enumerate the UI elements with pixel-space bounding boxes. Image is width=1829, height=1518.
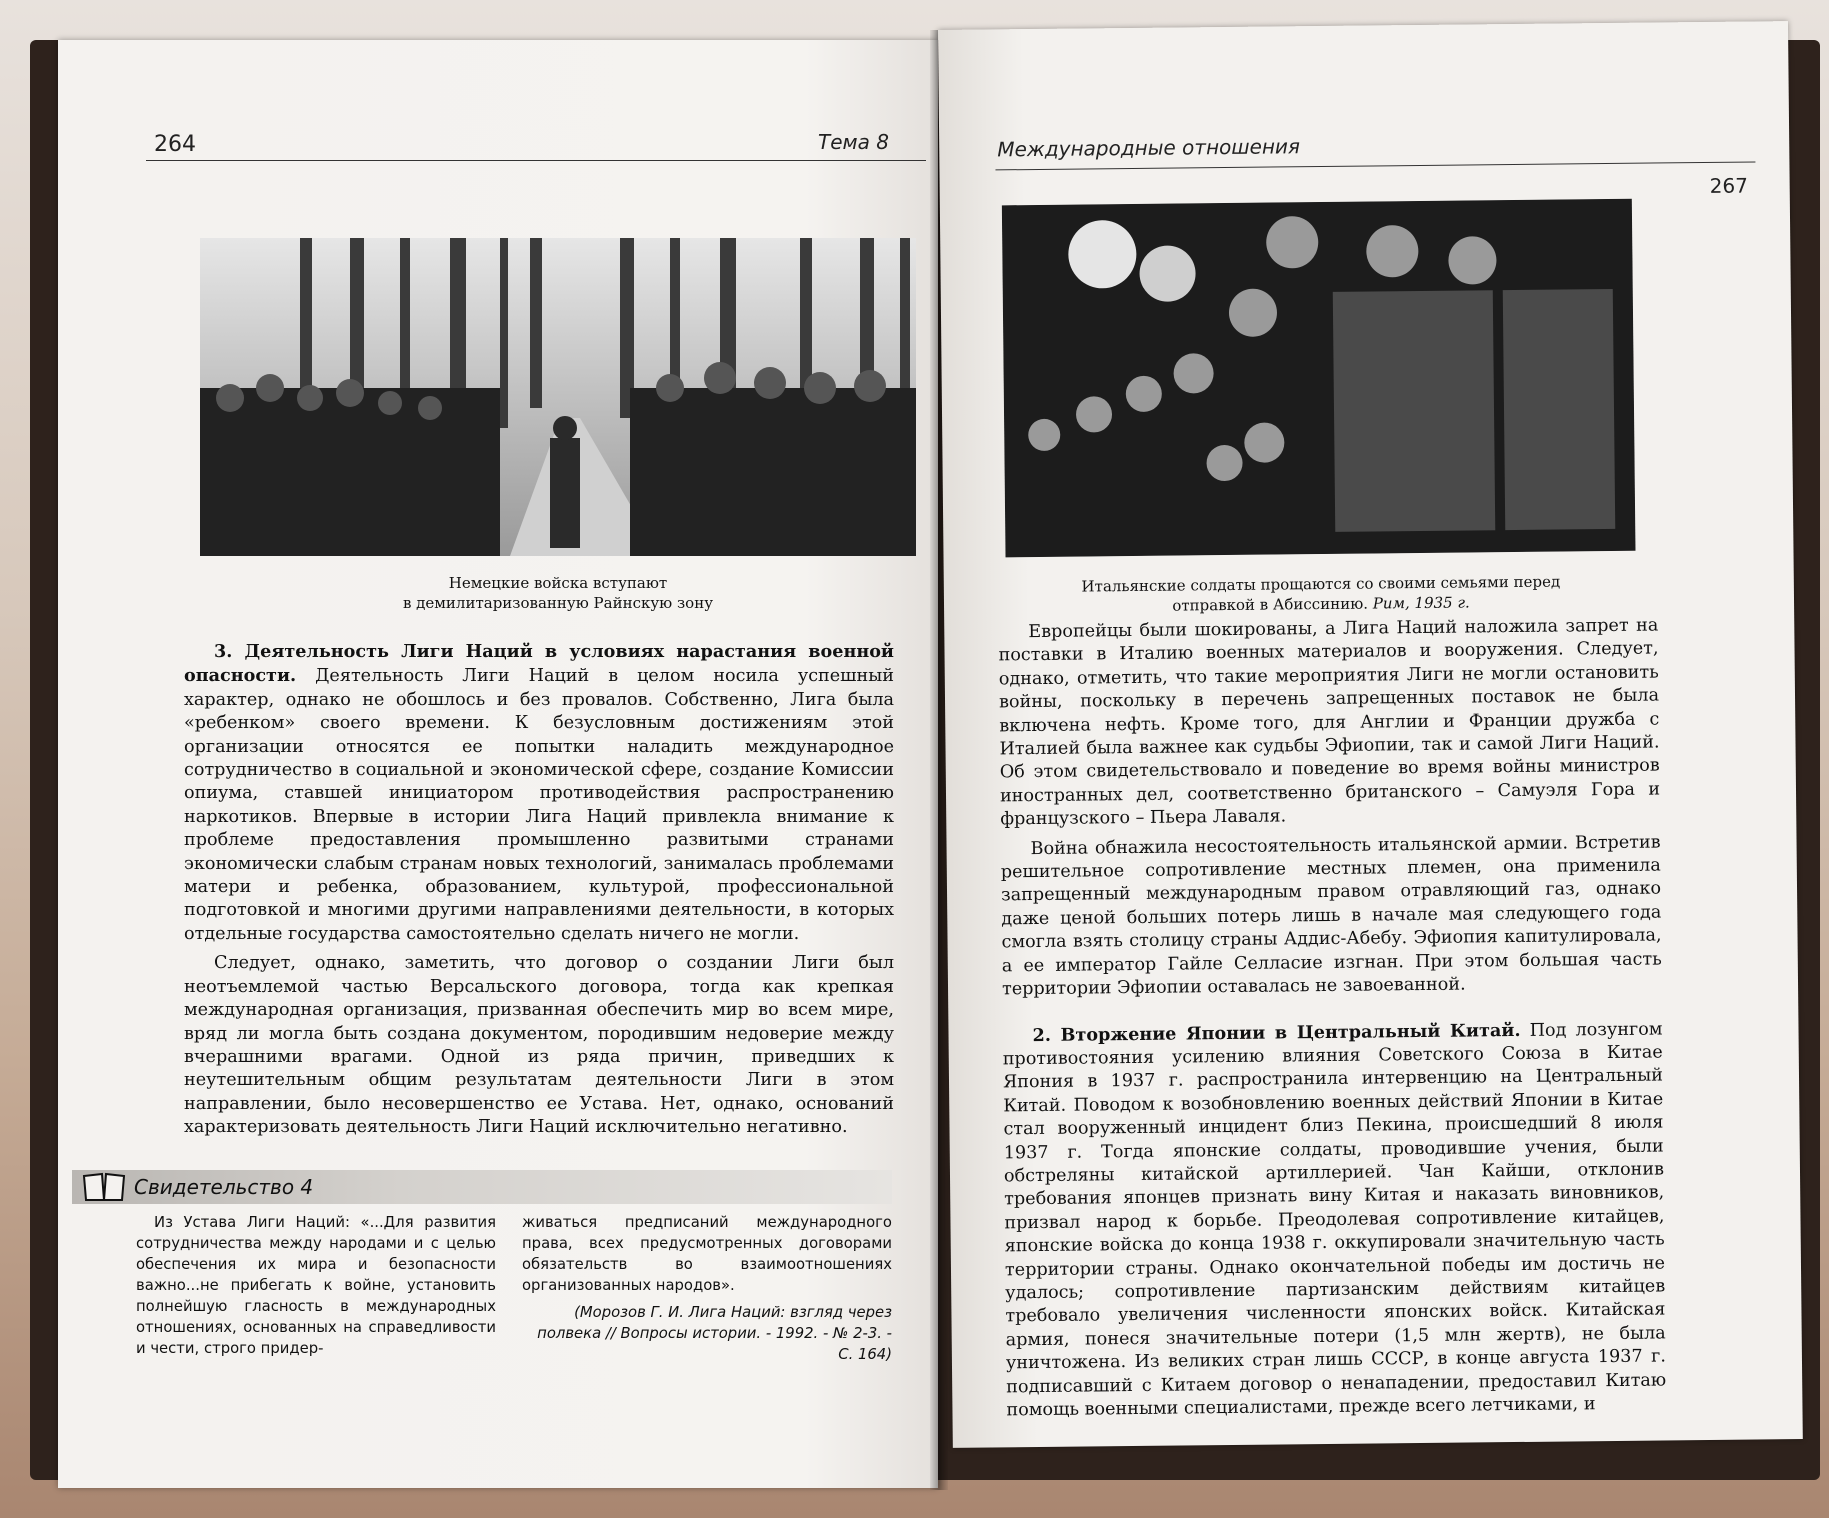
right-paragraph-3-text: Под лозунгом противостояния усилению влияния Советского Союза в Китае Япония в 1937 г. распространила интервенцию на Центральный Китай. Поводом к возобновлению военных действий Японии в Китае стал вооруженный инцидент близ Пекина, происшедший 8 июля 1937 г. Тогда японские солдаты, проводившие учения, были обстреляны китайской артиллерией. Чан Кайши, отклонив требования японцев признать вину Китая и наказать виновников, призвал народ к борьбе. Преодолевая сопротивление китайцев, японские войска до конца 1938 г. оккупировали значительную часть территории страны. Однако окончательной победы им достичь не удалось; сопротивление партизанским действиям китайцев требовало увеличения численности японских войск. Китайская армия, понеся значительные потери (1,5 млн жертв), не была уничтожена. Из великих стран лишь СССР, в конце августа 1937 г. подписавший с Китаем договор о ненападении, предоставил Китаю помощь военными специалистами, прежде всего летчиками, и bbox=[1002, 1018, 1667, 1421]
photo-italian-soldiers bbox=[1002, 199, 1636, 558]
right-page bbox=[938, 21, 1803, 1448]
right-caption-line-2-text: отправкой в Абиссинию. bbox=[1172, 594, 1369, 615]
quote-column-2-text: живаться предписаний международного права, всех предусмотренных договорами обязательств во взаимоотношениях организованных народов». bbox=[522, 1214, 892, 1294]
left-running-head: Тема 8 bbox=[818, 130, 889, 154]
left-body-text bbox=[184, 640, 894, 1146]
left-caption-line-2: в демилитаризованную Райнскую зону bbox=[402, 594, 714, 612]
right-paragraph-1: Европейцы были шокированы, а Лига Наций наложила запрет на поставки в Италию военных материалов и вооружения. Следует, однако, отметить, что такие мероприятия Лиги не могли остановить войны, поскольку в перечень запрещенных поставок не была включена нефть. Кроме того, для Англии и Франции дружба с Италией была важнее как судьбы Эфиопии, так и самой Лиги Наций. Об этом свидетельствовало и поведение во время войны министров иностранных дел, соответственно британского – Самуэля Гора и французского – Пьера Лаваля. bbox=[998, 615, 1661, 830]
photo-german-troops-image bbox=[200, 238, 916, 556]
quote-column-1 bbox=[136, 1212, 496, 1359]
photo-german-troops bbox=[200, 238, 916, 556]
left-paragraph-1 bbox=[184, 640, 894, 946]
right-header-rule bbox=[995, 161, 1755, 170]
section-2-title: 2. Вторжение Японии в Центральный Китай. bbox=[1032, 1019, 1521, 1046]
left-caption-line-1: Немецкие войска вступают bbox=[448, 574, 668, 592]
open-book-icon bbox=[82, 1172, 126, 1202]
left-photo-caption bbox=[200, 573, 916, 613]
quote-source: (Морозов Г. И. Лига Наций: взгляд через полвека // Вопросы истории. - 1992. - № 2-3. - С. 164) bbox=[537, 1304, 892, 1363]
left-page-number: 264 bbox=[154, 132, 196, 157]
right-paragraph-2: Война обнажила несостоятельность итальянской армии. Встретив решительное сопротивление местных племен, она применила запрещенный международным правом отравляющий газ, однако даже ценой больших потерь лишь в начале мая следующего года смогла взять столицу страны Аддис-Абебу. Эфиопия капитулировала, а ее император Гайле Селласие изгнан. При этом большая часть территории Эфиопии оставалась не завоеванной. bbox=[1000, 832, 1662, 1000]
left-paragraph-1-text: Деятельность Лиги Наций в целом носила успешный характер, однако не обошлось и без провалов. Собственно, Лига была «ребенком» своего времени. К безусловным достижениям этой организации относятся ее попытки наладить международное сотрудничество в социальной и экономической сфере, создание Комиссии опиума, ставшей инициатором противодействия распространению наркотиков. Впервые в истории Лига Наций привлекла внимание к проблеме предоставления промышленно развитыми странами экономически слабым странам новых технологий, занималась проблемами матери и ребенка, образованием, культурой, профессиональной подготовкой и многими другими направлениями деятельности, в которых отдельные государства самостоятельно сделать ничего не могли. bbox=[184, 666, 894, 944]
right-caption-place-date: Рим, 1935 г. bbox=[1372, 593, 1470, 613]
right-body-text bbox=[998, 614, 1666, 1428]
testimony-box-header bbox=[72, 1170, 892, 1204]
quote-column-2 bbox=[522, 1212, 892, 1365]
right-photo-caption bbox=[1006, 571, 1636, 618]
left-paragraph-2: Следует, однако, заметить, что договор о создании Лиги был неотъемлемой частью Версальского договора, тогда как крепкая международная организация, призванная обеспечить мир во всем мире, вряд ли могла быть создана документом, породившим недоверие между вчерашними врагами. Одной из ряда причин, приведших к неутешительным общим результатам деятельности Лиги в этом направлении, было несовершенство ее Устава. Нет, однако, оснований характеризовать деятельность Лиги Наций исключительно негативно. bbox=[184, 953, 894, 1138]
right-running-head: Международные отношения bbox=[997, 134, 1301, 162]
right-page-number: 267 bbox=[1709, 173, 1748, 198]
testimony-box-title: Свидетельство 4 bbox=[134, 1175, 314, 1199]
photo-italian-soldiers-image bbox=[1002, 199, 1636, 558]
right-paragraph-3 bbox=[1002, 1017, 1666, 1423]
right-caption-line-1: Итальянские солдаты прощаются со своими семьями перед bbox=[1081, 572, 1561, 596]
section-3-title: 3. Деятельность Лиги Наций в условиях нарастания военной опасности. bbox=[184, 641, 894, 687]
header-rule bbox=[146, 160, 926, 161]
quote-column-1-text: Из Устава Лиги Наций: «...Для развития сотрудничества между народами и с целью обеспечения их мира и безопасности важно...не прибегать к войне, установить полнейшую гласность в международных отношениях, основанных на справедливости и чести, строго придер- bbox=[136, 1214, 496, 1357]
